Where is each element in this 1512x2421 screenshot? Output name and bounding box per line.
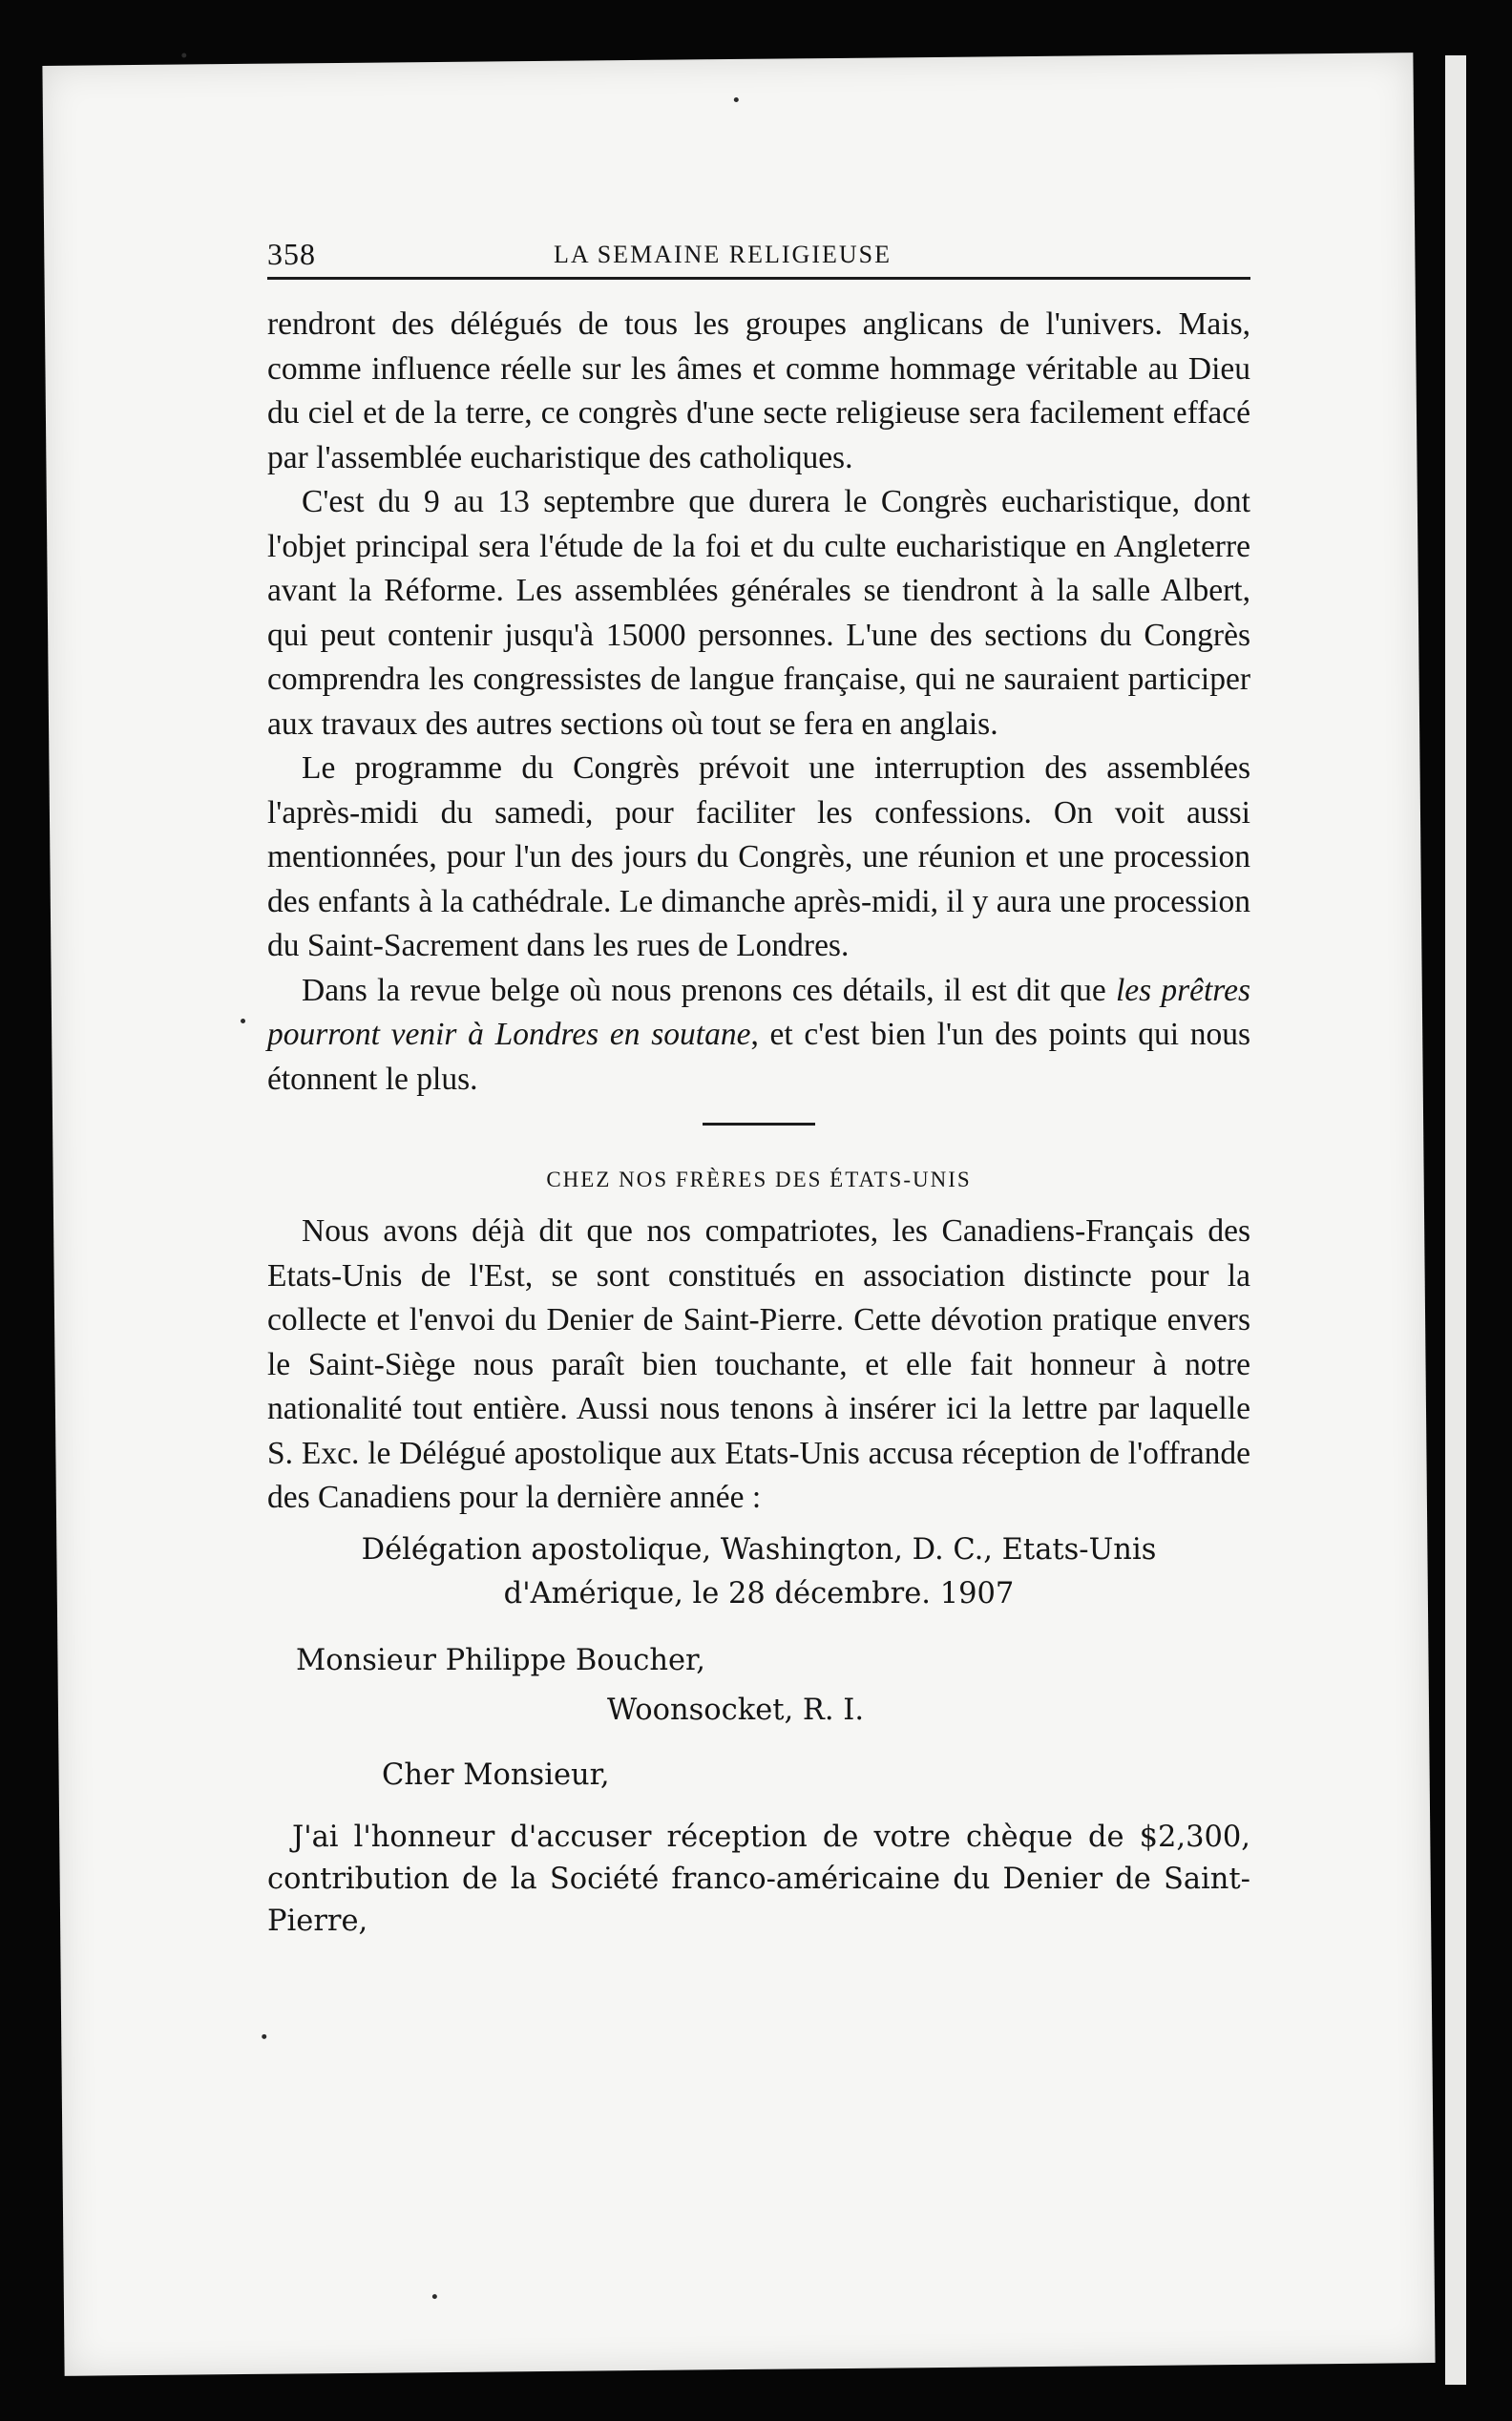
paragraph-congress-dates: C'est du 9 au 13 septembre que durera le Congrès eucharistique, dont l'objet principal sera l'étude de la foi et du culte eucharistique en Angleterre avant la Réforme. Les assemblées générales se tiendront à la salle Albert, qui peut contenir jusqu'à 15000 personnes. L'une des sections du Congrès comprendra les congressistes de langue française, qui ne sauraient participer aux travaux des autres sections où tout se fera en anglais. xyxy=(267,484,1250,742)
letter-salutation: Cher Monsieur, xyxy=(382,1758,610,1792)
running-head xyxy=(267,229,1250,280)
print-speck xyxy=(432,2294,437,2299)
cassock-note-italic: les prêtres pourront venir à Londres en soutane xyxy=(267,972,1250,1052)
letter-body: J'ai l'honneur d'accuser réception de votre chèque de $2,300, contribution de la Société franco-américaine du Denier de Saint-Pierre, xyxy=(267,1820,1250,1938)
print-speck xyxy=(181,53,186,57)
page-number: 358 xyxy=(267,237,316,271)
print-speck xyxy=(734,97,739,102)
page-text-column xyxy=(267,229,1250,1943)
section-divider xyxy=(703,1123,815,1126)
section-heading: CHEZ NOS FRÈRES DES ÉTATS-UNIS xyxy=(546,1168,972,1191)
letter-dateline-1: Délégation apostolique, Washington, D. C., Etats-Unis xyxy=(361,1532,1157,1567)
cassock-note-before: Dans la revue belge où nous prenons ces détails, il est dit que xyxy=(302,972,1116,1008)
journal-title: LA SEMAINE RELIGIEUSE xyxy=(554,241,892,268)
paragraph-congress-program: Le programme du Congrès prévoit une interruption des assemblées l'après-midi du samedi, pour faciliter les confessions. On voit aussi mentionnées, pour l'un des jours du Congrès, une réunion et une procession des enfants à la cathédrale. Le dimanche après-midi, il y aura une procession du Saint-Sacrement dans les rues de Londres. xyxy=(267,750,1250,963)
paragraph-cassock-note xyxy=(267,969,1250,1103)
cassock-note-after: , et c'est bien l'un des points qui nous étonnent le plus. xyxy=(267,1017,1250,1097)
print-speck xyxy=(262,2034,266,2039)
paragraph-peters-pence: Nous avons déjà dit que nos compatriotes, les Canadiens-Français des Etats-Unis de l'Est, se sont constitués en association distincte pour la collecte et l'envoi du Denier de Saint-Pierre. Cette dévotion pratique envers le Saint-Siège nous paraît bien touchante, et elle fait honneur à notre nationalité tout entière. Aussi nous tenons à insérer ici la lettre par laquelle S. Exc. le Délégué apostolique aux Etats-Unis accusa réception de l'offrande des Canadiens pour la dernière année : xyxy=(267,1213,1250,1515)
letter-address: Woonsocket, R. I. xyxy=(607,1693,865,1727)
next-page-edge xyxy=(1445,55,1466,2385)
paragraph-congress-intro: rendront des délégués de tous les groupes anglicans de l'univers. Mais, comme influence réelle sur les âmes et comme hommage véritable au Dieu du ciel et de la terre, ce congrès d'une secte religieuse sera facilement effacé par l'assemblée eucharistique des catholiques. xyxy=(267,306,1250,475)
letter-dateline-2: d'Amérique, le 28 décembre. 1907 xyxy=(503,1576,1015,1610)
print-speck xyxy=(241,1019,245,1023)
letter-recipient: Monsieur Philippe Boucher, xyxy=(296,1643,705,1677)
